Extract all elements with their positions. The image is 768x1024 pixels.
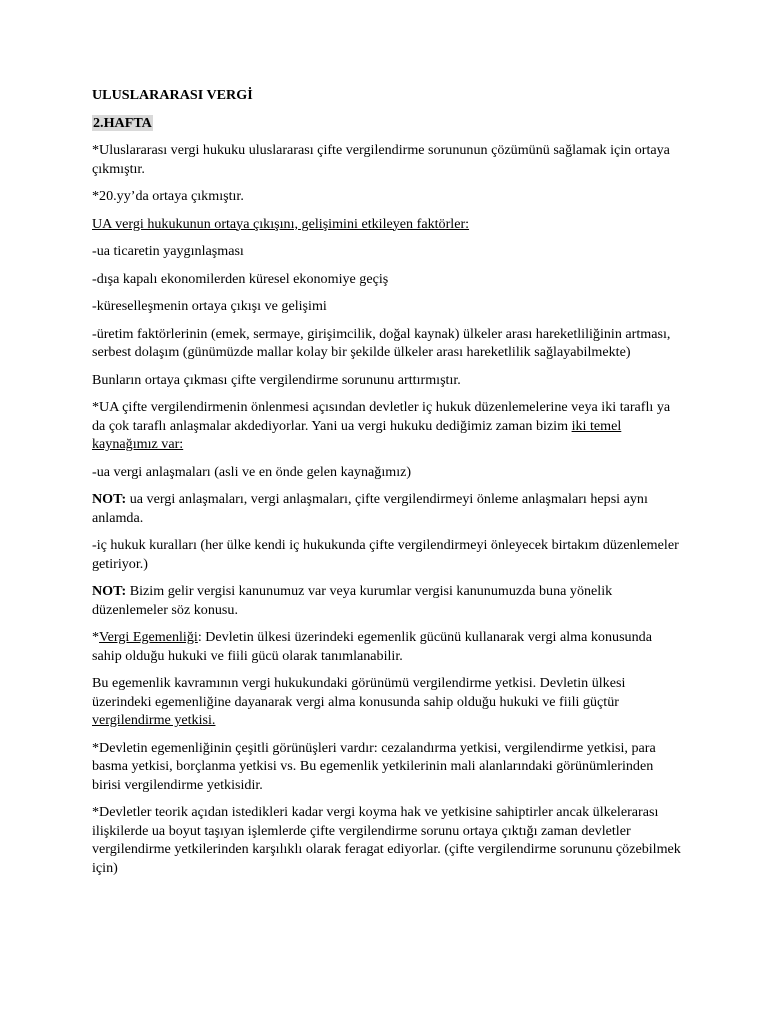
factors-heading xyxy=(92,215,682,234)
paragraph-taxing-power xyxy=(92,674,682,730)
sources-underline: iki temel kaynağımız var: xyxy=(92,417,622,452)
paragraph-sources xyxy=(92,398,682,454)
taxing-power-underline: vergilendirme yetkisi. xyxy=(92,712,216,728)
sources-text: *UA çifte vergilendirmenin önlenmesi açısından devletler iç hukuk düzenlemelerine veya iki taraflı ya da çok taraflı anlaşmalar akdediyorlar. Yani ua vergi hukuku dediğimiz zaman bizim xyxy=(92,399,671,434)
note-2-label: NOT: xyxy=(92,583,127,599)
source-item-domestic-law: -iç hukuk kuralları (her ülke kendi iç hukukunda çifte vergilendirmeyi önleyecek birtakım düzenlemeler getiriyor.) xyxy=(92,537,679,572)
sovereignty-prefix: * xyxy=(92,629,100,645)
note-1 xyxy=(92,490,682,527)
week-label: 2.HAFTA xyxy=(93,114,152,131)
title-text: ULUSLARARASI VERGİ xyxy=(92,87,253,103)
document-title xyxy=(92,86,682,105)
note-2-text: Bizim gelir vergisi kanunumuz var veya kurumlar vergisi kanunumuzda buna yönelik düzenlemeler söz konusu. xyxy=(92,583,613,618)
document-body xyxy=(92,86,682,886)
factor-item-1: -ua ticaretin yaygınlaşması xyxy=(92,243,244,259)
paragraph-tax-sovereignty xyxy=(92,628,682,665)
note-1-text: ua vergi anlaşmaları, vergi anlaşmaları, çifte vergilendirmeyi önleme anlaşmaları hepsi aynı anlamda. xyxy=(92,491,648,526)
sovereignty-term: Vergi Egemenliği xyxy=(99,629,198,645)
paragraph-consequence: Bunların ortaya çıkması çifte vergilendirme sorununu arttırmıştır. xyxy=(92,371,461,388)
sovereignty-definition: : Devletin ülkesi üzerindeki egemenlik gücünü kullanarak vergi alma konusunda sahip olduğu hukuki ve fiili gücü olarak tanımlanabilir. xyxy=(92,629,652,664)
paragraph-intro: *Uluslararası vergi hukuku uluslararası çifte vergilendirme sorununun çözümünü sağlamak için ortaya çıkmıştır. xyxy=(92,142,670,177)
factor-item-2: -dışa kapalı ekonomilerden küresel ekonomiye geçiş xyxy=(92,270,389,287)
paragraph-sovereignty-aspects: *Devletin egemenliğinin çeşitli görünüşleri vardır: cezalandırma yetkisi, vergilendirme yetkisi, para basma yetkisi, borçlanma yetkisi vs. Bu egemenlik yetkilerinin mali alanlarındaki görünümlerinden birisi vergilendirme yetkisidir. xyxy=(92,739,656,793)
factor-item-3: -küreselleşmenin ortaya çıkışı ve gelişimi xyxy=(92,298,327,314)
week-heading xyxy=(92,114,682,133)
paragraph-waiver: *Devletler teorik açıdan istedikleri kadar vergi koyma hak ve yetkisine sahiptirler ancak ülkelerarası ilişkilerde ua boyut taşıyan işlemlerde çifte vergilendirme sorunu ortaya çıktığı zaman devletler vergilendirme yetkilerinden karşılıklı olarak feragat ediyorlar. (çifte vergilendirme sorununu çözebilmek için) xyxy=(92,804,681,876)
source-item-treaties: -ua vergi anlaşmaları (asli ve en önde gelen kaynağımız) xyxy=(92,463,412,480)
taxing-power-text: Bu egemenlik kavramının vergi hukukundaki görünümü vergilendirme yetkisi. Devletin ülkesi üzerindeki egemenliğine dayanarak vergi alma konusunda sahip olduğu hukuki ve fiili güçtür xyxy=(92,675,626,710)
note-2 xyxy=(92,582,682,619)
paragraph-century: *20.yy’da ortaya çıkmıştır. xyxy=(92,188,244,204)
factors-heading-text: UA vergi hukukunun ortaya çıkışını, gelişimini etkileyen faktörler: xyxy=(92,215,470,232)
factor-item-4: -üretim faktörlerinin (emek, sermaye, girişimcilik, doğal kaynak) ülkeler arası hareketliliğinin artması, serbest dolaşım (günümüzde mallar kolay bir şekilde ülkeler arası hareketlilik sağlayabilmekte) xyxy=(92,325,671,360)
note-1-label: NOT: xyxy=(92,491,127,507)
